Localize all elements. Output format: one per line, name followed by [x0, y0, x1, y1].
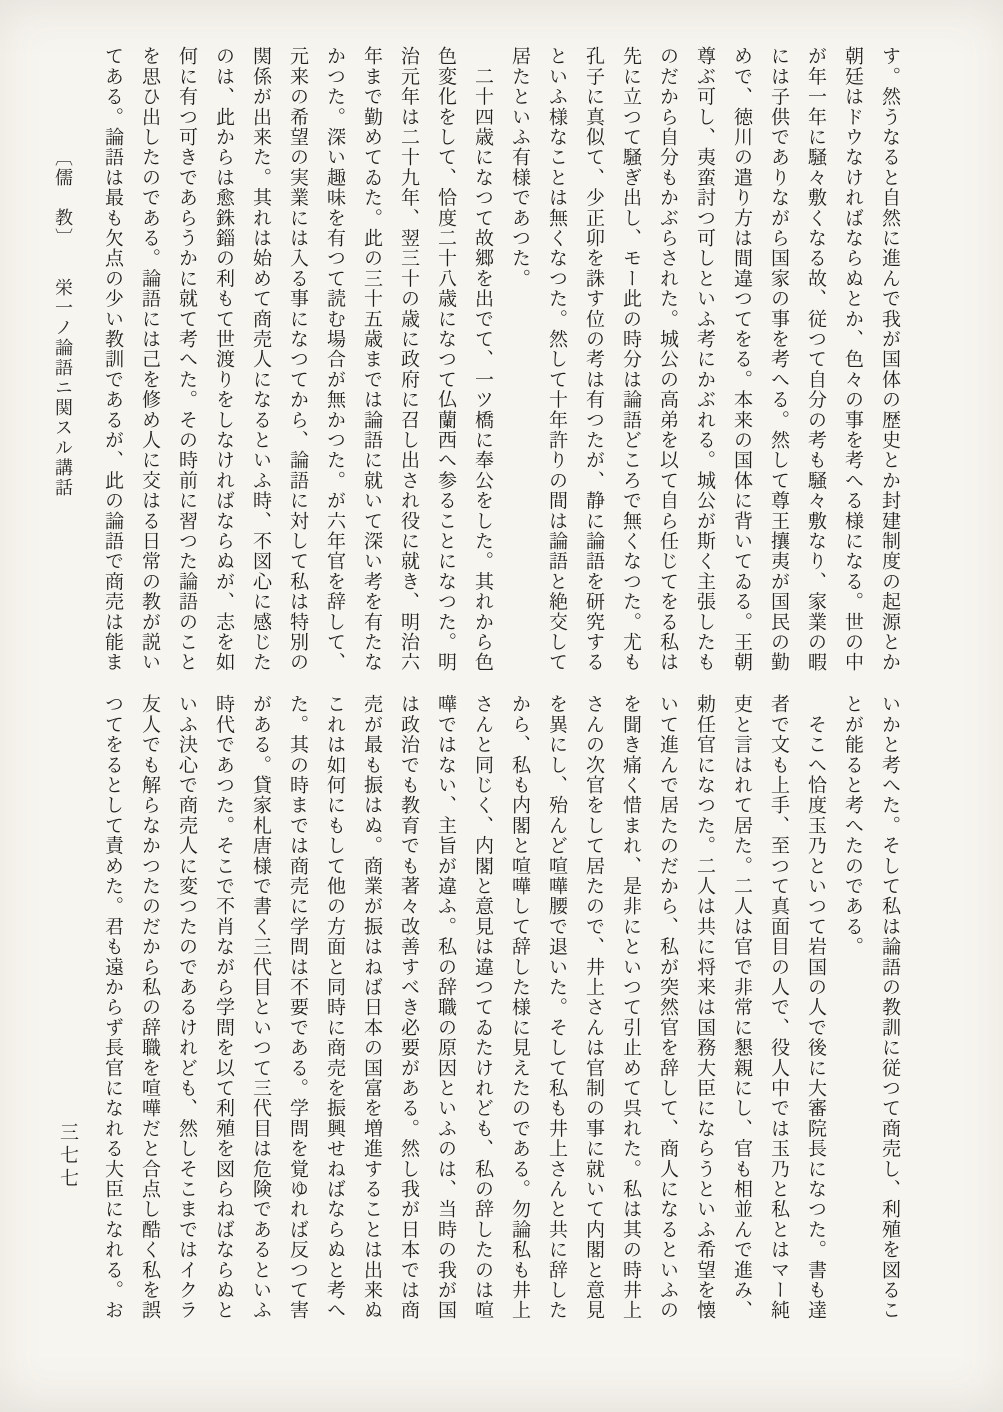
text-column: さんと同じく、内閣と意見は違つてゐたけれども、私の辞したのは喧 [472, 694, 493, 1321]
text-column: を思ひ出したのである。論語には己を修め人に交はる日常の教が説い [139, 46, 160, 673]
text-column: た。其の時までは商売に学問は不要である。学問を覚ゆれば反つて害 [287, 694, 308, 1321]
text-column: 吏と言はれて居た。二人は官で非常に懇親にし、官も相並んで進み、 [731, 694, 752, 1321]
lecture-title: 栄一ノ論語ニ関スル講話 [53, 278, 73, 498]
text-column: とが能ると考へたのである。 [842, 694, 863, 957]
text-column: 勅任官になつた。二人は共に将来は国務大臣にならうといふ希望を懐 [694, 694, 715, 1321]
text-column: 関係が出来た。其れは始めて商売人になるといふ時、不図心に感じた [250, 46, 271, 673]
text-column: 治元年は二十九年、翌三十の歳に政府に召し出され役に就き、明治六 [398, 46, 419, 673]
text-column: 尊ぶ可し、夷蛮討つ可しといふ考にかぶれる。城公が斯く主張したも [694, 46, 715, 673]
text-column: がある。貸家札唐様で書く三代目といつて三代目は危険であるといふ [250, 694, 271, 1321]
text-column: が年一年に騒々敷くなる故、従つて自分の考も騒々敷なり、家業の暇 [805, 46, 826, 673]
text-column: 時代であつた。そこで不肖ながら学問を以て利殖を図らねばならぬと [213, 694, 234, 1321]
text-column: から、私も内閣と喧嘩して辞した様に見えたのである。勿論私も井上 [509, 694, 530, 1321]
text-column: 年まで勤めてゐた。此の三十五歳までは論語に就いて深い考を有たな [361, 46, 382, 673]
text-column: といふ様なことは無くなつた。然して十年許りの間は論語と絶交して [546, 46, 567, 673]
text-column: 色変化をして、恰度二十八歳になつて仏蘭西へ参ることになつた。明 [435, 46, 456, 673]
text-column: には子供でありながら国家の事を考へる。然して尊王攘夷が国民の勤 [768, 46, 789, 673]
text-column: のは、此からは愈銖錙の利もて世渡りをしなければならぬが、志を如 [213, 46, 234, 673]
text-column: 先に立つて騒ぎ出し、モー此の時分は論語どころで無くなつた。尤も [620, 46, 641, 673]
top-text-block [94, 46, 908, 676]
text-column: 者で文も上手、至つて真面目の人で、役人中では玉乃と私とはマー純 [768, 694, 789, 1321]
text-column: 嘩ではない、主旨が違ふ。私の辞職の原因といふのは、当時の我が国 [435, 694, 456, 1321]
text-column: 友人でも解らなかつたのだから私の辞職を喧嘩だと合点し酷く私を誤 [139, 694, 160, 1321]
text-column: これは如何にもして他の方面と同時に商売を振興せねばならぬと考へ [324, 694, 345, 1321]
text-column: 二十四歳になつて故郷を出でて、一ツ橋に奉公をした。其れから色 [472, 46, 493, 673]
text-column: を異にし、殆んど喧嘩腰で退いた。そして私も井上さんと共に辞した [546, 694, 567, 1321]
text-column: を聞き痛く惜まれ、是非にといつて引止めて呉れた。私は其の時井上 [620, 694, 641, 1321]
bottom-text-block [94, 694, 908, 1324]
running-header [50, 148, 76, 498]
text-column: てある。論語は最も欠点の少い教訓であるが、此の論語で商売は能ま [102, 46, 123, 673]
text-column: は政治でも教育でも著々改善すべき必要がある。然し我が日本では商 [398, 694, 419, 1321]
text-column: いかと考へた。そして私は論語の教訓に従つて商売し、利殖を図るこ [879, 694, 900, 1321]
text-column: いふ決心で商売人に変つたのであるけれども、然しそこまではイクラ [176, 694, 197, 1321]
text-column: さんの次官をして居たので、井上さんは官制の事に就いて内閣と意見 [583, 694, 604, 1321]
text-column: のだから自分もかぶらされた。城公の高弟を以て自ら任じてをる私は [657, 46, 678, 673]
text-column: めで、徳川の遣り方は間違つてをる。本来の国体に背いてゐる。王朝 [731, 46, 752, 673]
section-label: 〔儒 教〕 [53, 148, 73, 248]
text-column: 朝廷はドウなければならぬとか、色々の事を考へる様になる。世の中 [842, 46, 863, 673]
text-column: かつた。深い趣味を有つて読む場合が無かつた。が六年官を辞して、 [324, 46, 345, 673]
page-number: 三七七 [57, 1122, 78, 1191]
text-column: そこへ恰度玉乃といつて岩国の人で後に大審院長になつた。書も達 [805, 694, 826, 1321]
text-column: す。然うなると自然に進んで我が国体の歴史とか封建制度の起源とか [879, 46, 900, 673]
text-column: つてをるとして責めた。君も遠からず長官になれる大臣になれる。お [102, 694, 123, 1321]
text-column: いて進んで居たのだから、私が突然官を辞して、商人になるといふの [657, 694, 678, 1321]
text-column: 売が最も振はぬ。商業が振はねば日本の国富を増進することは出来ぬ [361, 694, 382, 1321]
text-column: 元来の希望の実業には入る事になつてから、論語に対して私は特別の [287, 46, 308, 673]
text-column: 孔子に真似て、少正卯を誅す位の考は有つたが、静に論語を研究する [583, 46, 604, 673]
text-column: 居たといふ有様であつた。 [509, 46, 530, 289]
text-column: 何に有つ可きであらうかに就て考へた。その時前に習つた論語のこと [176, 46, 197, 673]
